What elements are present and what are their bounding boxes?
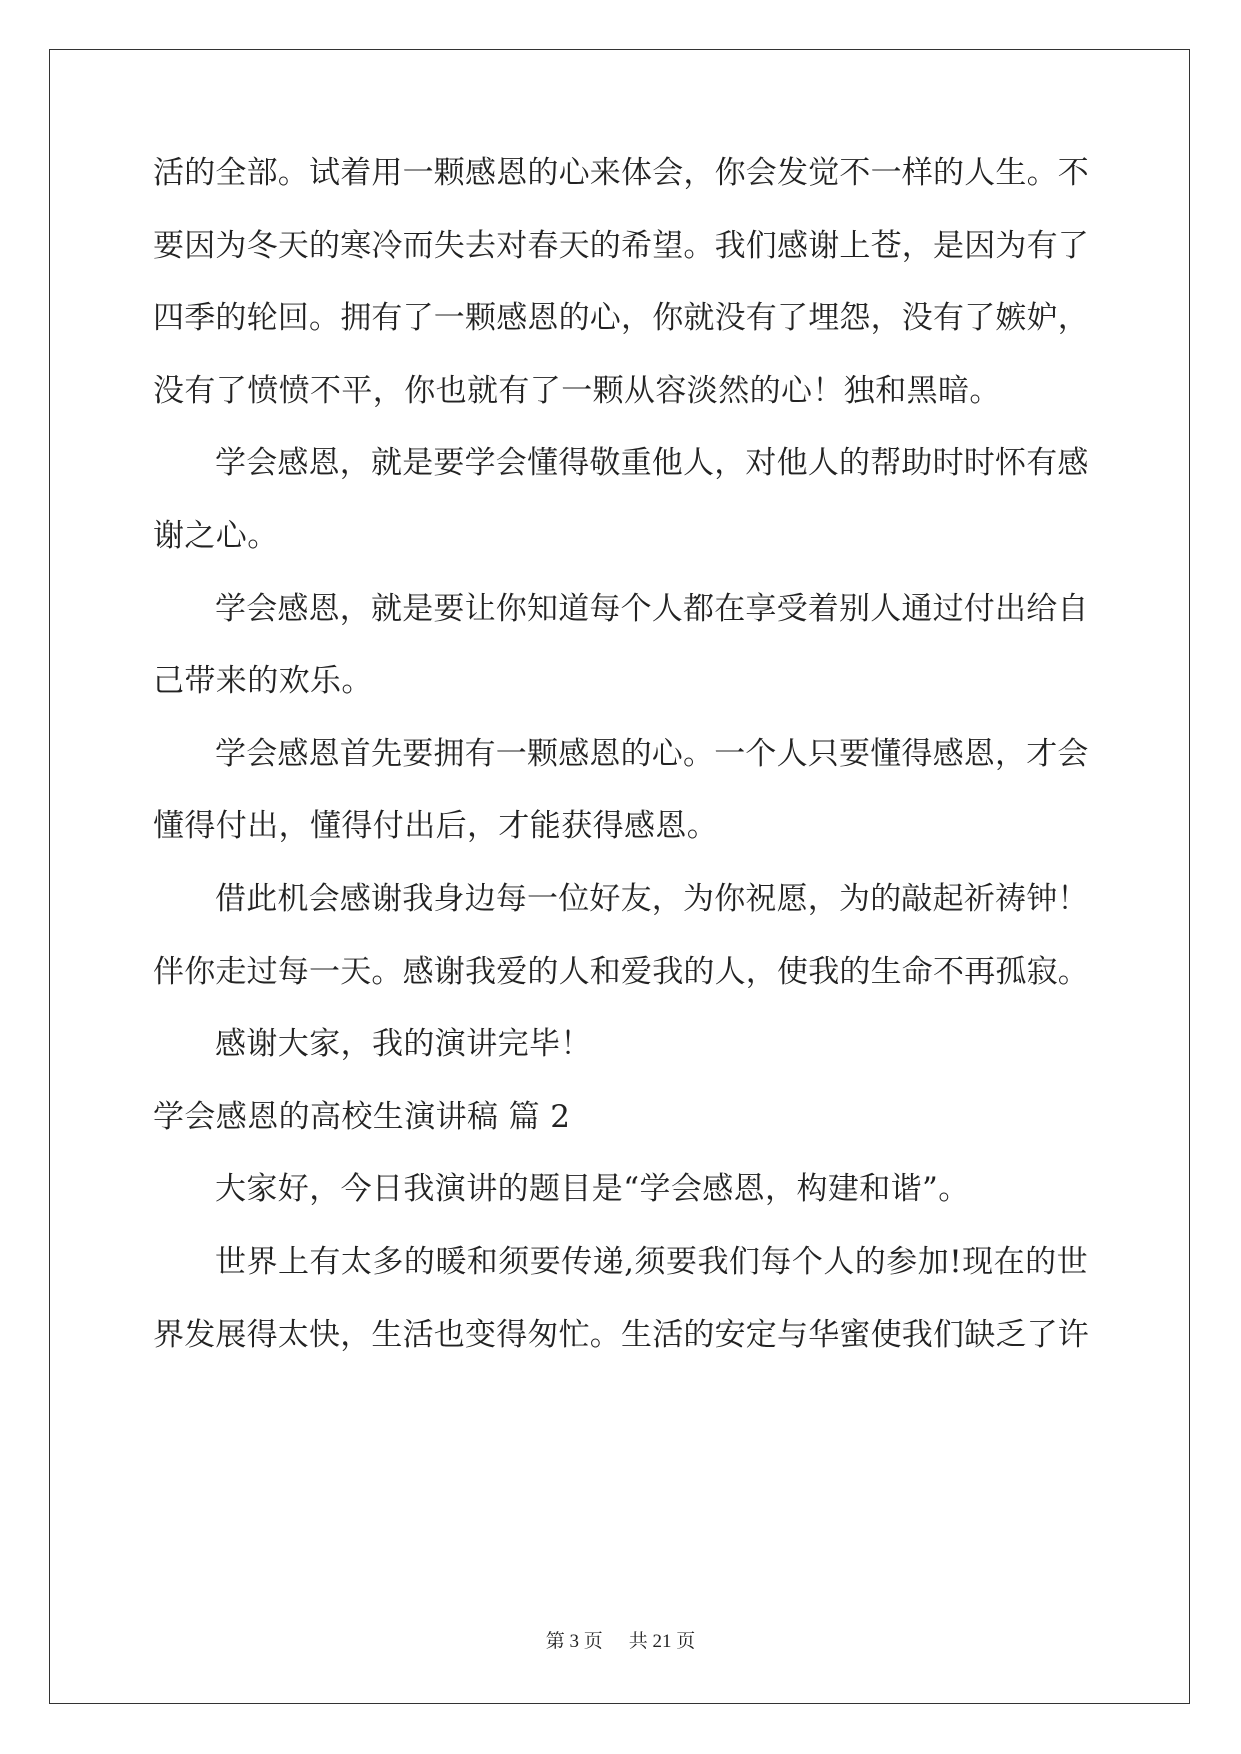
text-line: 要因为冬天的寒冷而失去对春天的希望。我们感谢上苍，是因为有了 bbox=[153, 228, 1089, 264]
page-footer bbox=[0, 1630, 1241, 1654]
text-line: 懂得付出，懂得付出后，才能获得感恩。 bbox=[153, 808, 719, 844]
text-line: 界发展得太快，生活也变得匆忙。生活的安定与华蜜使我们缺乏了许 bbox=[153, 1317, 1089, 1353]
text-line: 感谢大家，我的演讲完毕！ bbox=[215, 1026, 592, 1062]
text-line: 没有了愤愤不平，你也就有了一颗从容淡然的心！独和黑暗。 bbox=[153, 373, 1001, 409]
text-line: 借此机会感谢我身边每一位好友，为你祝愿，为的敲起祈祷钟！ bbox=[215, 881, 1089, 917]
text-line: 四季的轮回。拥有了一颗感恩的心，你就没有了埋怨，没有了嫉妒， bbox=[153, 300, 1089, 336]
text-line: 活的全部。试着用一颗感恩的心来体会，你会发觉不一样的人生。不 bbox=[153, 155, 1089, 191]
text-line: 学会感恩首先要拥有一颗感恩的心。一个人只要懂得感恩，才会 bbox=[215, 736, 1089, 772]
text-line: 世界上有太多的暖和须要传递,须要我们每个人的参加!现在的世 bbox=[215, 1244, 1088, 1280]
text-line: 谢之心。 bbox=[153, 518, 279, 554]
text-line: 伴你走过每一天。感谢我爱的人和爱我的人，使我的生命不再孤寂。 bbox=[153, 954, 1089, 990]
page-number-total: 共 21 页 bbox=[628, 1631, 696, 1652]
section-heading: 学会感恩的高校生演讲稿 篇 2 bbox=[153, 1099, 571, 1135]
page-number-current: 第 3 页 bbox=[545, 1631, 603, 1652]
text-line: 学会感恩，就是要学会懂得敬重他人，对他人的帮助时时怀有感 bbox=[215, 445, 1089, 481]
text-line: 己带来的欢乐。 bbox=[153, 663, 373, 699]
text-line: 学会感恩，就是要让你知道每个人都在享受着别人通过付出给自 bbox=[215, 591, 1089, 627]
text-line: 大家好，今日我演讲的题目是“学会感恩，构建和谐”。 bbox=[215, 1171, 970, 1207]
document-body bbox=[153, 155, 1088, 1354]
